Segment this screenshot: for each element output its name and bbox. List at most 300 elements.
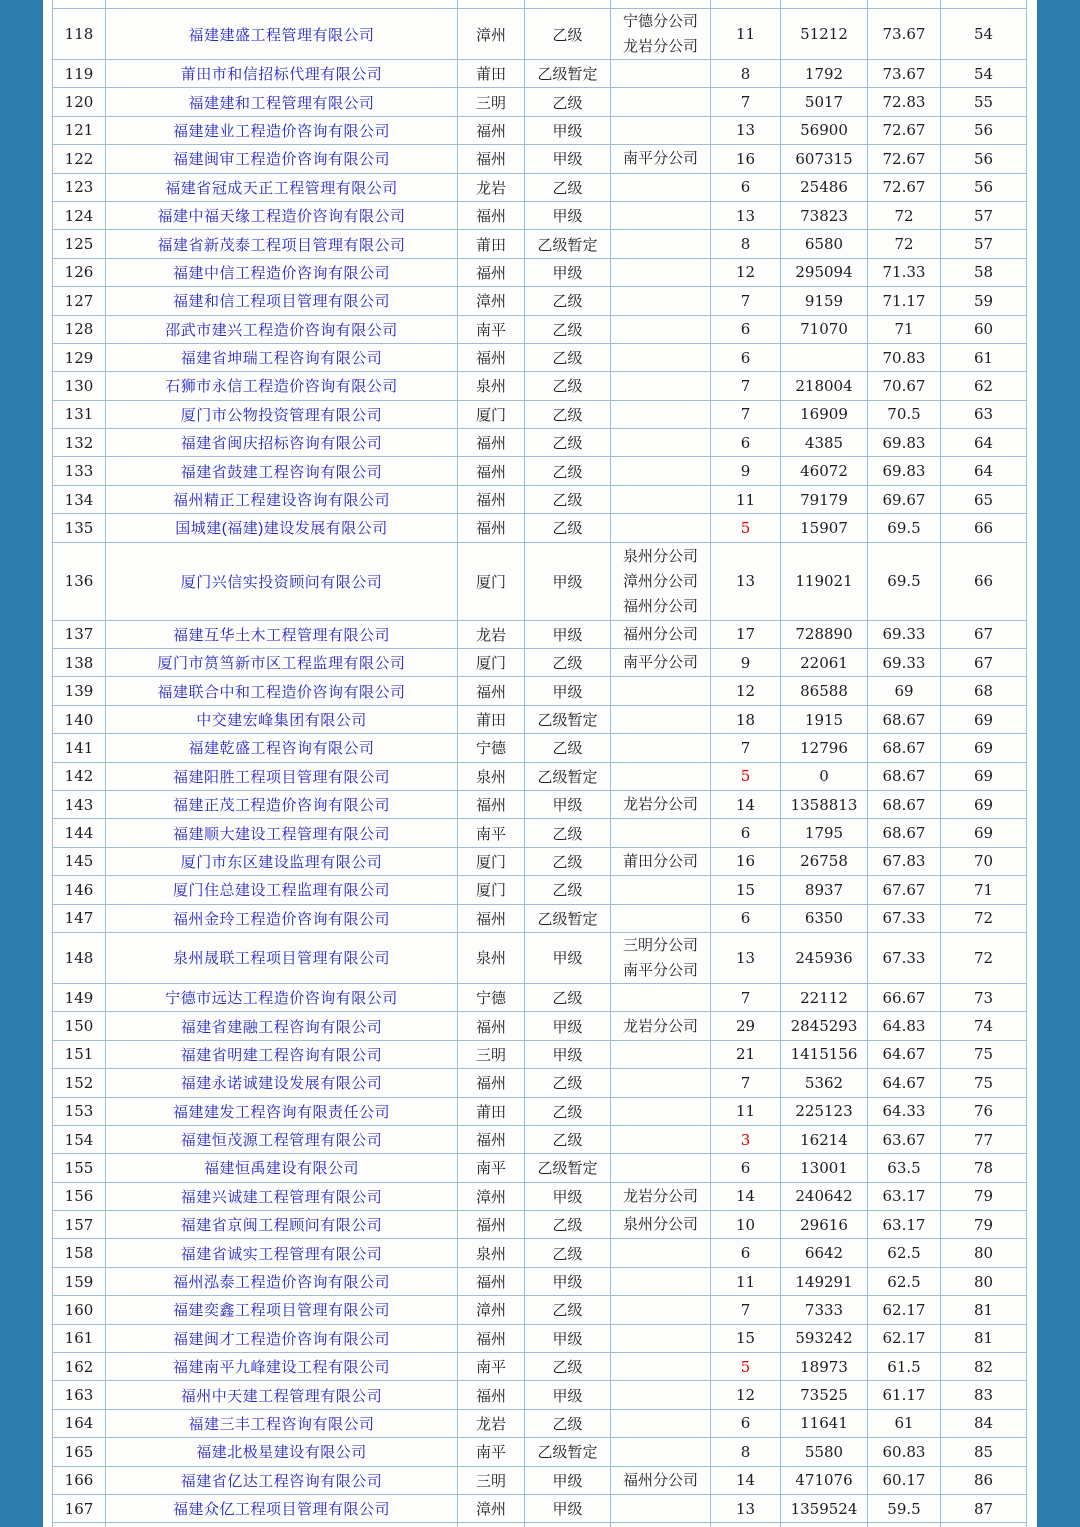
rank-cell: 136 — [53, 542, 106, 620]
company-cell — [106, 1409, 458, 1437]
overall-rank-cell: 81 — [941, 1324, 1027, 1352]
score-cell: 69.5 — [868, 514, 941, 542]
company-name-link[interactable]: 福建省坤瑞工程咨询有限公司 — [180, 350, 383, 368]
rank-cell: 146 — [53, 876, 106, 904]
grade-cell: 甲级 — [525, 1324, 611, 1352]
table-row — [53, 514, 1027, 542]
grade-cell: 乙级 — [525, 1409, 611, 1437]
company-name-link[interactable]: 福建联合中和工程造价咨询有限公司 — [157, 683, 406, 701]
company-name-link[interactable]: 福建省明建工程咨询有限公司 — [180, 1046, 383, 1064]
company-name-link[interactable]: 福建三丰工程咨询有限公司 — [188, 1415, 375, 1433]
rank-cell: 133 — [53, 457, 106, 485]
grade-cell: 乙级 — [525, 514, 611, 542]
company-name-link[interactable]: 福州中天建工程管理有限公司 — [180, 1387, 383, 1405]
count-cell: 6 — [711, 1154, 781, 1182]
overall-rank-cell: 55 — [941, 88, 1027, 116]
rank-cell: 139 — [53, 677, 106, 705]
score-cell: 72.83 — [868, 88, 941, 116]
table-row — [53, 620, 1027, 648]
count-cell: 6 — [711, 819, 781, 847]
branch-line: 南平分公司 — [622, 654, 698, 672]
overall-rank-cell: 56 — [941, 116, 1027, 144]
branch-cell — [611, 1267, 711, 1295]
company-name-link[interactable]: 福建正茂工程造价咨询有限公司 — [172, 797, 390, 815]
branch-cell — [611, 400, 711, 428]
city-cell: 泉州 — [458, 372, 525, 400]
company-name-link[interactable]: 福建恒禹建设有限公司 — [203, 1160, 359, 1178]
company-cell — [106, 60, 458, 88]
branch-cell — [611, 542, 711, 620]
clipped-row-bottom — [53, 1523, 1027, 1527]
branch-cell — [611, 1125, 711, 1153]
rank-cell: 122 — [53, 145, 106, 173]
overall-rank-cell: 80 — [941, 1239, 1027, 1267]
company-name-link[interactable]: 福建建和工程管理有限公司 — [188, 94, 375, 112]
company-name-link[interactable]: 福州精正工程建设咨询有限公司 — [172, 492, 390, 510]
city-cell: 龙岩 — [458, 173, 525, 201]
count-cell: 16 — [711, 847, 781, 875]
amount-cell: 119021 — [781, 542, 868, 620]
branch-cell — [611, 429, 711, 457]
count-cell: 7 — [711, 88, 781, 116]
grade-cell: 甲级 — [525, 932, 611, 983]
score-cell: 62.17 — [868, 1324, 941, 1352]
branch-line: 南平分公司 — [622, 150, 698, 168]
table-row — [53, 145, 1027, 173]
company-name-link[interactable]: 石狮市永信工程造价咨询有限公司 — [165, 378, 398, 396]
rank-cell: 158 — [53, 1239, 106, 1267]
company-name-link[interactable]: 福建中福天缘工程造价咨询有限公司 — [157, 208, 406, 226]
score-cell: 72 — [868, 201, 941, 229]
grade-cell: 甲级 — [525, 258, 611, 286]
company-cell — [106, 400, 458, 428]
branch-cell — [611, 705, 711, 733]
amount-cell: 6580 — [781, 230, 868, 258]
amount-cell: 593242 — [781, 1324, 868, 1352]
company-name-link[interactable]: 福建省鼓建工程咨询有限公司 — [180, 463, 383, 481]
city-cell: 福州 — [458, 1125, 525, 1153]
rank-cell: 167 — [53, 1494, 106, 1522]
table-row — [53, 790, 1027, 818]
branch-cell — [611, 173, 711, 201]
city-cell: 福州 — [458, 201, 525, 229]
table-row — [53, 1438, 1027, 1466]
overall-rank-cell: 80 — [941, 1267, 1027, 1295]
company-name-link[interactable]: 国城建(福建)建设发展有限公司 — [175, 520, 388, 538]
score-cell: 67.67 — [868, 876, 941, 904]
amount-cell: 1358813 — [781, 790, 868, 818]
amount-cell: 18973 — [781, 1353, 868, 1381]
score-cell: 69.33 — [868, 649, 941, 677]
grade-cell: 乙级 — [525, 876, 611, 904]
company-name-link[interactable]: 福建建盛工程管理有限公司 — [188, 26, 375, 44]
overall-rank-cell: 69 — [941, 790, 1027, 818]
table-row — [53, 429, 1027, 457]
city-cell: 福州 — [458, 904, 525, 932]
company-name-link[interactable]: 福建恒茂源工程管理有限公司 — [180, 1132, 383, 1150]
rank-cell: 165 — [53, 1438, 106, 1466]
grade-cell: 甲级 — [525, 1494, 611, 1522]
rank-cell: 123 — [53, 173, 106, 201]
company-name-link[interactable]: 福建省冠成天正工程管理有限公司 — [165, 179, 398, 197]
grade-cell: 甲级 — [525, 116, 611, 144]
amount-cell: 471076 — [781, 1466, 868, 1494]
company-name-link[interactable]: 福建和信工程项目管理有限公司 — [172, 293, 390, 311]
score-cell: 63.17 — [868, 1182, 941, 1210]
rank-cell: 145 — [53, 847, 106, 875]
city-cell: 厦门 — [458, 876, 525, 904]
grade-cell: 乙级 — [525, 1125, 611, 1153]
table-row — [53, 1211, 1027, 1239]
count-cell: 6 — [711, 429, 781, 457]
rank-cell: 157 — [53, 1211, 106, 1239]
company-cell — [106, 201, 458, 229]
company-name-link[interactable]: 宁德市远达工程造价咨询有限公司 — [165, 990, 398, 1008]
city-cell: 漳州 — [458, 287, 525, 315]
score-cell: 63.5 — [868, 1154, 941, 1182]
score-cell: 63.17 — [868, 1211, 941, 1239]
grade-cell: 甲级 — [525, 1182, 611, 1210]
company-name-link[interactable]: 莆田市和信招标代理有限公司 — [180, 66, 383, 84]
branch-cell — [611, 819, 711, 847]
grade-cell: 甲级 — [525, 1381, 611, 1409]
overall-rank-cell: 59 — [941, 287, 1027, 315]
clipped-row-top — [53, 0, 1027, 9]
amount-cell: 71070 — [781, 315, 868, 343]
score-cell: 70.67 — [868, 372, 941, 400]
company-name-link[interactable]: 福建兴诚建工程管理有限公司 — [180, 1188, 383, 1206]
rank-cell: 144 — [53, 819, 106, 847]
overall-rank-cell: 74 — [941, 1012, 1027, 1040]
branch-cell — [611, 762, 711, 790]
amount-cell: 11641 — [781, 1409, 868, 1437]
count-cell: 7 — [711, 983, 781, 1011]
city-cell: 福州 — [458, 1267, 525, 1295]
count-cell: 29 — [711, 1012, 781, 1040]
score-cell: 68.67 — [868, 790, 941, 818]
score-cell: 68.67 — [868, 762, 941, 790]
table-row — [53, 1069, 1027, 1097]
rank-cell: 152 — [53, 1069, 106, 1097]
company-name-link[interactable]: 福建永诺诚建设发展有限公司 — [180, 1075, 383, 1093]
overall-rank-cell: 83 — [941, 1381, 1027, 1409]
city-cell: 漳州 — [458, 1296, 525, 1324]
branch-cell — [611, 904, 711, 932]
score-cell: 61 — [868, 1409, 941, 1437]
overall-rank-cell: 72 — [941, 904, 1027, 932]
table-row — [53, 400, 1027, 428]
score-cell: 61.17 — [868, 1381, 941, 1409]
overall-rank-cell: 57 — [941, 230, 1027, 258]
company-name-link[interactable]: 厦门兴信实投资顾问有限公司 — [180, 573, 383, 591]
score-cell: 70.5 — [868, 400, 941, 428]
overall-rank-cell: 64 — [941, 457, 1027, 485]
grade-cell: 乙级 — [525, 649, 611, 677]
branch-line: 莆田分公司 — [622, 852, 698, 870]
table-row — [53, 1409, 1027, 1437]
company-name-link[interactable]: 厦门住总建设工程监理有限公司 — [172, 882, 390, 900]
overall-rank-cell: 85 — [941, 1438, 1027, 1466]
table-row — [53, 1154, 1027, 1182]
city-cell: 福州 — [458, 1324, 525, 1352]
city-cell: 福州 — [458, 258, 525, 286]
amount-cell: 29616 — [781, 1211, 868, 1239]
amount-cell: 8937 — [781, 876, 868, 904]
count-cell: 7 — [711, 400, 781, 428]
branch-cell — [611, 734, 711, 762]
overall-rank-cell: 66 — [941, 514, 1027, 542]
branch-line: 龙岩分公司 — [622, 1187, 698, 1205]
table-row — [53, 1267, 1027, 1295]
company-cell — [106, 876, 458, 904]
table-row — [53, 1381, 1027, 1409]
score-cell: 60.17 — [868, 1466, 941, 1494]
city-cell: 宁德 — [458, 983, 525, 1011]
overall-rank-cell: 57 — [941, 201, 1027, 229]
table-row — [53, 258, 1027, 286]
overall-rank-cell: 54 — [941, 9, 1027, 60]
amount-cell: 1795 — [781, 819, 868, 847]
company-cell — [106, 1097, 458, 1125]
grade-cell: 甲级 — [525, 1040, 611, 1068]
branch-cell — [611, 88, 711, 116]
company-cell — [106, 983, 458, 1011]
branch-cell — [611, 1097, 711, 1125]
company-name-link[interactable]: 福建顺大建设工程管理有限公司 — [172, 825, 390, 843]
city-cell: 莆田 — [458, 230, 525, 258]
overall-rank-cell: 70 — [941, 847, 1027, 875]
amount-cell: 5017 — [781, 88, 868, 116]
grade-cell: 乙级 — [525, 88, 611, 116]
city-cell: 莆田 — [458, 705, 525, 733]
company-name-link[interactable]: 厦门市公物投资管理有限公司 — [180, 406, 383, 424]
branch-cell — [611, 201, 711, 229]
score-cell: 64.67 — [868, 1040, 941, 1068]
company-cell — [106, 1069, 458, 1097]
company-name-link[interactable]: 福建闽审工程造价咨询有限公司 — [172, 151, 390, 169]
count-cell: 7 — [711, 1069, 781, 1097]
score-cell: 69.33 — [868, 620, 941, 648]
company-name-link[interactable]: 福建乾盛工程咨询有限公司 — [188, 740, 375, 758]
branch-cell — [611, 315, 711, 343]
amount-cell: 86588 — [781, 677, 868, 705]
city-cell: 福州 — [458, 790, 525, 818]
branch-cell — [611, 620, 711, 648]
grade-cell: 乙级 — [525, 315, 611, 343]
grade-cell: 甲级 — [525, 201, 611, 229]
city-cell: 泉州 — [458, 762, 525, 790]
company-name-link[interactable]: 福建阳胜工程项目管理有限公司 — [172, 768, 390, 786]
branch-cell — [611, 230, 711, 258]
table-row — [53, 932, 1027, 983]
count-cell: 11 — [711, 1267, 781, 1295]
branch-cell — [611, 1211, 711, 1239]
branch-line: 宁德分公司 — [622, 13, 698, 30]
company-name-link[interactable]: 福建北极星建设有限公司 — [196, 1444, 367, 1462]
amount-cell: 26758 — [781, 847, 868, 875]
company-cell — [106, 88, 458, 116]
company-cell — [106, 542, 458, 620]
company-name-link[interactable]: 福建中信工程造价咨询有限公司 — [172, 264, 390, 282]
count-cell: 12 — [711, 258, 781, 286]
score-cell: 69.67 — [868, 485, 941, 513]
grade-cell: 乙级 — [525, 1353, 611, 1381]
city-cell: 漳州 — [458, 1494, 525, 1522]
count-cell: 6 — [711, 1239, 781, 1267]
company-name-link[interactable]: 福建奕鑫工程项目管理有限公司 — [172, 1302, 390, 1320]
rank-cell: 163 — [53, 1381, 106, 1409]
branch-line: 南平分公司 — [622, 961, 698, 979]
overall-rank-cell: 82 — [941, 1353, 1027, 1381]
score-cell: 63.67 — [868, 1125, 941, 1153]
amount-cell — [781, 343, 868, 371]
amount-cell: 22061 — [781, 649, 868, 677]
score-cell: 60.83 — [868, 1438, 941, 1466]
company-name-link[interactable]: 邵武市建兴工程造价咨询有限公司 — [165, 321, 398, 339]
count-cell: 15 — [711, 1324, 781, 1352]
score-cell: 62.5 — [868, 1267, 941, 1295]
company-name-link[interactable]: 福州金玲工程造价咨询有限公司 — [172, 910, 390, 928]
count-cell: 13 — [711, 542, 781, 620]
score-cell: 66.67 — [868, 983, 941, 1011]
company-name-link[interactable]: 福建省诚实工程管理有限公司 — [180, 1245, 383, 1263]
score-cell: 62.5 — [868, 1239, 941, 1267]
branch-cell — [611, 1040, 711, 1068]
company-name-link[interactable]: 中交建宏峰集团有限公司 — [196, 712, 367, 729]
branch-line: 龙岩分公司 — [622, 38, 698, 55]
count-cell: 5 — [711, 1353, 781, 1381]
amount-cell: 1915 — [781, 705, 868, 733]
overall-rank-cell: 76 — [941, 1097, 1027, 1125]
rank-cell: 148 — [53, 932, 106, 983]
branch-line: 三明分公司 — [622, 936, 698, 954]
company-name-link[interactable]: 福建南平九峰建设工程有限公司 — [172, 1359, 390, 1377]
company-cell — [106, 734, 458, 762]
rank-cell: 147 — [53, 904, 106, 932]
company-name-link[interactable]: 福建省亿达工程咨询有限公司 — [180, 1472, 383, 1490]
count-cell: 6 — [711, 343, 781, 371]
count-cell: 13 — [711, 116, 781, 144]
city-cell: 南平 — [458, 1154, 525, 1182]
rank-cell: 151 — [53, 1040, 106, 1068]
grade-cell: 乙级 — [525, 1069, 611, 1097]
overall-rank-cell: 69 — [941, 734, 1027, 762]
branch-line: 福州分公司 — [622, 1471, 698, 1489]
score-cell: 71.17 — [868, 287, 941, 315]
company-name-link[interactable]: 福建省新茂泰工程项目管理有限公司 — [157, 236, 406, 254]
table-row — [53, 1494, 1027, 1522]
overall-rank-cell: 68 — [941, 677, 1027, 705]
grade-cell: 乙级 — [525, 1296, 611, 1324]
company-name-link[interactable]: 福建互华土木工程管理有限公司 — [172, 626, 390, 644]
table-row — [53, 847, 1027, 875]
grade-cell: 乙级暂定 — [525, 705, 611, 733]
count-cell: 13 — [711, 932, 781, 983]
amount-cell: 73525 — [781, 1381, 868, 1409]
company-name-link[interactable]: 福建建发工程咨询有限责任公司 — [172, 1103, 390, 1121]
company-cell — [106, 1324, 458, 1352]
branch-cell — [611, 1324, 711, 1352]
company-name-link[interactable]: 福建省闽庆招标咨询有限公司 — [180, 435, 383, 453]
company-name-link[interactable]: 福建省京闽工程顾问有限公司 — [180, 1217, 383, 1235]
branch-cell — [611, 485, 711, 513]
amount-cell: 6642 — [781, 1239, 868, 1267]
city-cell: 南平 — [458, 1353, 525, 1381]
grade-cell: 乙级 — [525, 819, 611, 847]
branch-cell — [611, 790, 711, 818]
company-name-link[interactable]: 福州泓泰工程造价咨询有限公司 — [172, 1274, 390, 1292]
table-row — [53, 116, 1027, 144]
overall-rank-cell: 66 — [941, 542, 1027, 620]
branch-cell — [611, 1239, 711, 1267]
company-name-link[interactable]: 厦门市筼筜新市区工程监理有限公司 — [157, 655, 406, 673]
overall-rank-cell: 79 — [941, 1211, 1027, 1239]
score-cell: 68.67 — [868, 705, 941, 733]
amount-cell: 5580 — [781, 1438, 868, 1466]
rank-cell: 131 — [53, 400, 106, 428]
table-row — [53, 201, 1027, 229]
company-name-link[interactable]: 福建省建融工程咨询有限公司 — [180, 1018, 383, 1036]
count-cell: 5 — [711, 762, 781, 790]
grade-cell: 乙级暂定 — [525, 904, 611, 932]
company-cell — [106, 819, 458, 847]
overall-rank-cell: 87 — [941, 1494, 1027, 1522]
count-cell: 7 — [711, 287, 781, 315]
company-cell — [106, 485, 458, 513]
city-cell: 宁德 — [458, 734, 525, 762]
amount-cell: 22112 — [781, 983, 868, 1011]
table-row — [53, 1466, 1027, 1494]
company-name-link[interactable]: 泉州晟联工程项目管理有限公司 — [172, 950, 390, 968]
table-row — [53, 315, 1027, 343]
count-cell: 3 — [711, 1125, 781, 1153]
overall-rank-cell: 69 — [941, 705, 1027, 733]
company-cell — [106, 173, 458, 201]
count-cell: 8 — [711, 60, 781, 88]
table-row — [53, 1324, 1027, 1352]
overall-rank-cell: 75 — [941, 1069, 1027, 1097]
count-cell: 18 — [711, 705, 781, 733]
table-row — [53, 983, 1027, 1011]
company-name-link[interactable]: 福建建业工程造价咨询有限公司 — [172, 122, 390, 140]
score-cell: 72.67 — [868, 116, 941, 144]
rank-cell: 137 — [53, 620, 106, 648]
count-cell: 6 — [711, 1409, 781, 1437]
city-cell: 漳州 — [458, 1182, 525, 1210]
branch-line: 泉州分公司 — [622, 547, 698, 565]
branch-line: 福州分公司 — [622, 625, 698, 643]
rank-cell: 156 — [53, 1182, 106, 1210]
grade-cell: 乙级 — [525, 287, 611, 315]
company-name-link[interactable]: 厦门市东区建设监理有限公司 — [180, 853, 383, 871]
branch-cell — [611, 1296, 711, 1324]
company-name-link[interactable]: 福建闽才工程造价咨询有限公司 — [172, 1330, 390, 1348]
table-row — [53, 230, 1027, 258]
score-cell: 59.5 — [868, 1494, 941, 1522]
score-cell: 64.67 — [868, 1069, 941, 1097]
city-cell: 福州 — [458, 429, 525, 457]
company-cell — [106, 315, 458, 343]
table-row — [53, 485, 1027, 513]
grade-cell: 乙级 — [525, 485, 611, 513]
city-cell: 南平 — [458, 819, 525, 847]
company-name-link[interactable]: 福建众亿工程项目管理有限公司 — [172, 1501, 390, 1519]
table-row — [53, 9, 1027, 60]
company-cell — [106, 904, 458, 932]
table-row — [53, 457, 1027, 485]
count-cell: 12 — [711, 1381, 781, 1409]
branch-line: 龙岩分公司 — [622, 1017, 698, 1035]
